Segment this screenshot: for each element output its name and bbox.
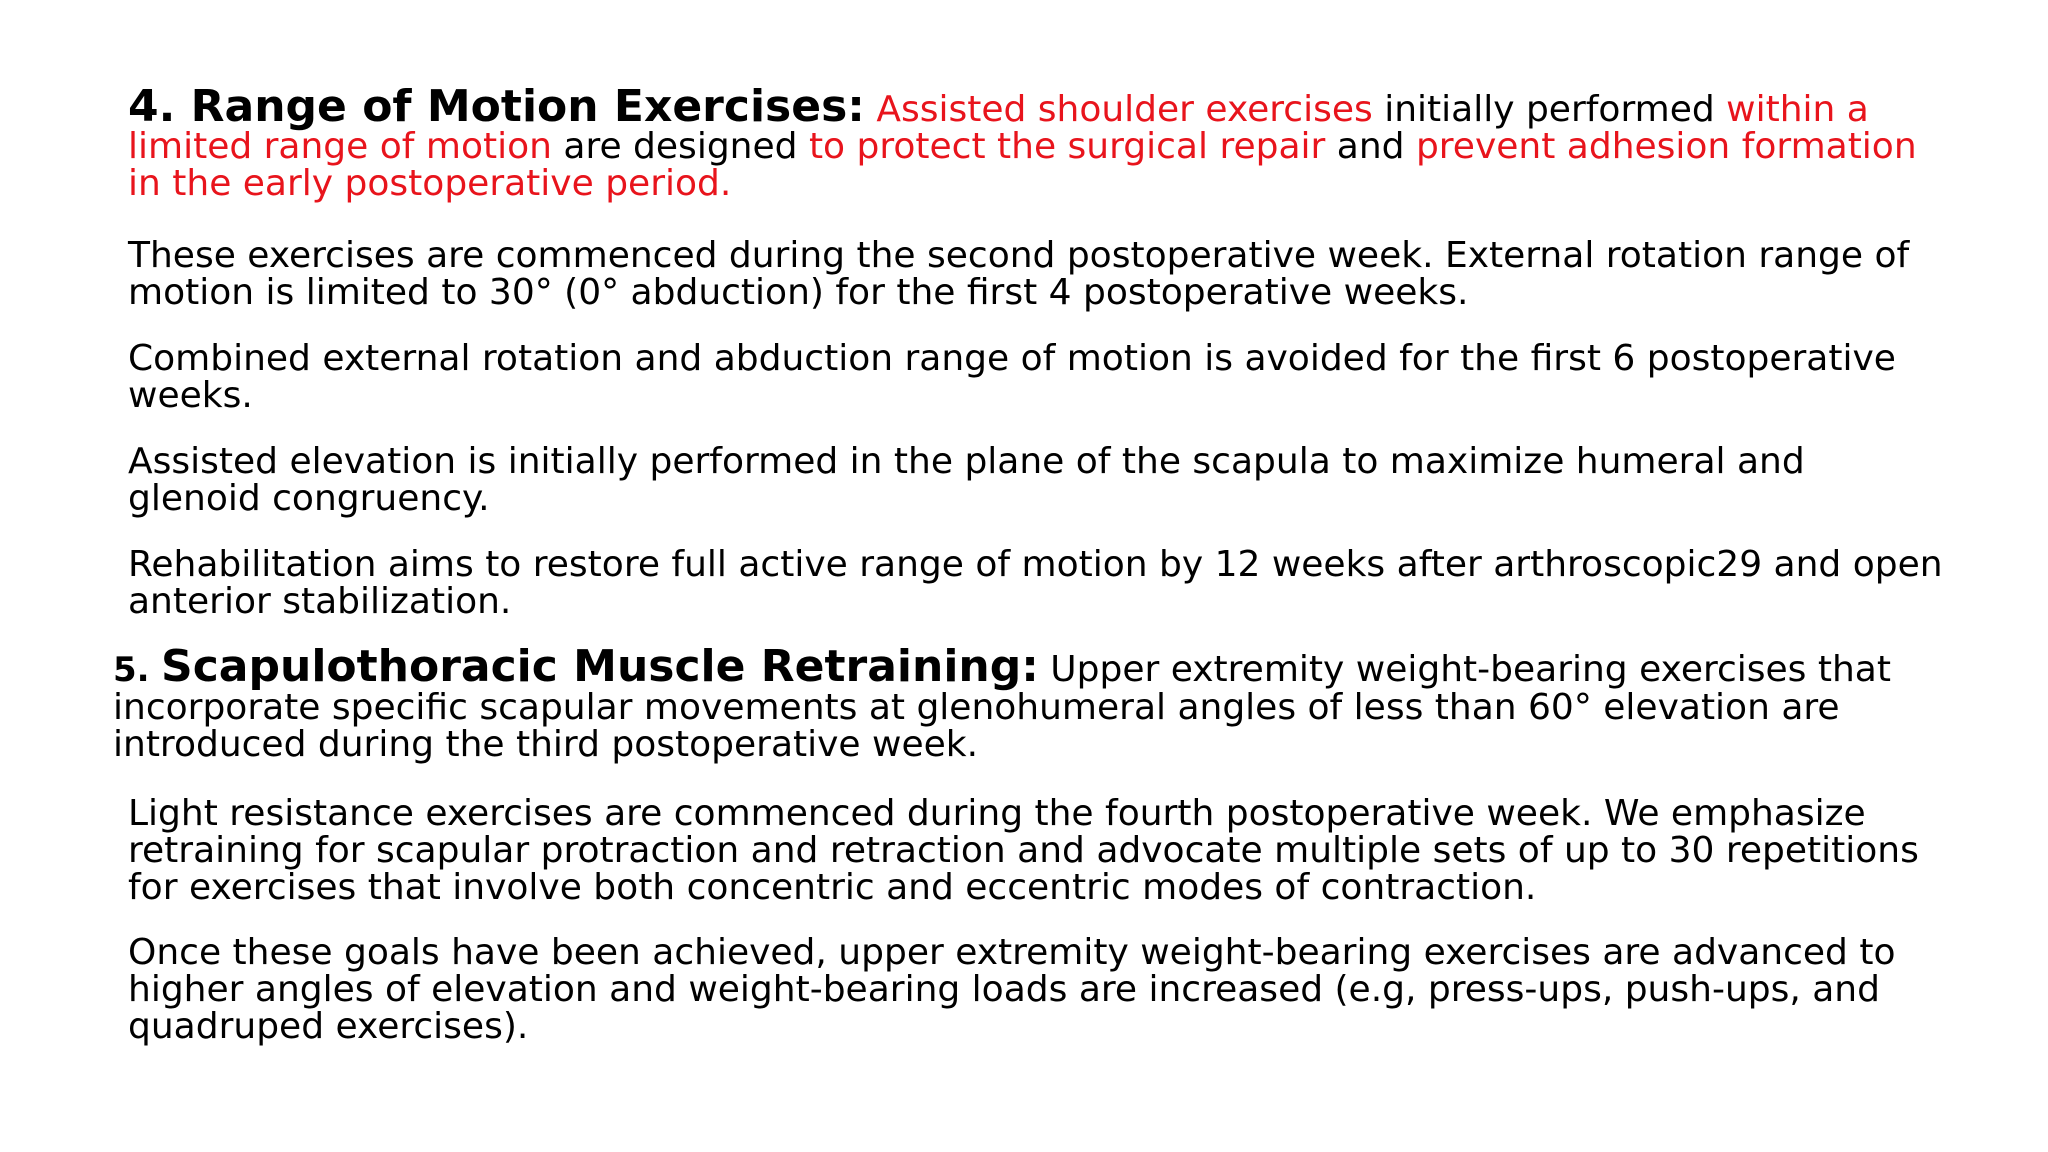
paragraph-assisted-elevation: Assisted elevation is initially performed in the plane of the scapula to maximize humeral and glenoid congruency. — [128, 441, 1805, 519]
paragraph-goals-achieved: Once these goals have been achieved, upper extremity weight-bearing exercises are advanced to higher angles of elevation and weight-bearing loads are increased (e.g, press-ups, push-ups, and quadruped exercises). — [128, 932, 1896, 1047]
highlight-protect-repair: to protect the surgical repair — [808, 126, 1326, 167]
section-5-number: 5. — [113, 650, 150, 690]
section-4-heading: 4. Range of Motion Exercises: — [128, 81, 865, 132]
text-segment: are designed — [551, 126, 809, 167]
section-5-heading: Scapulothoracic Muscle Retraining: — [161, 641, 1039, 692]
section-5-text: Upper extremity weight-bearing exercises that incorporate specific scapular movements at glenohumeral angles of less than 60° elevation are introduced during the third postoperative week. — [113, 649, 1891, 765]
text-segment: and — [1325, 126, 1416, 167]
paragraph-combined-rotation: Combined external rotation and abduction range of motion is avoided for the first 6 postoperative weeks. — [128, 338, 1896, 416]
section-5-paragraph — [113, 641, 1948, 765]
highlight-assisted-exercises: Assisted shoulder exercises — [876, 89, 1373, 130]
highlight-limited-range: within a limited range of motion — [128, 89, 1869, 167]
highlight-prevent-adhesion: prevent adhesion formation in the early postoperative period. — [128, 126, 1917, 204]
paragraph-exercises-commenced: These exercises are commenced during the second postoperative week. External rotation range of motion is limited to 30° (0° abduction) for the first 4 postoperative weeks. — [128, 235, 1910, 313]
text-segment: initially performed — [1372, 89, 1727, 130]
section-4-paragraph — [128, 81, 1948, 204]
text-segment — [865, 89, 876, 130]
paragraph-light-resistance: Light resistance exercises are commenced during the fourth postoperative week. We emphasize retraining for scapular protraction and retraction and advocate multiple sets of up to 30 repetitions for exercises that involve both concentric and eccentric modes of contraction. — [128, 793, 1919, 908]
paragraph-rehabilitation-aims: Rehabilitation aims to restore full active range of motion by 12 weeks after arthroscopic29 and open anterior stabilization. — [128, 544, 1943, 622]
